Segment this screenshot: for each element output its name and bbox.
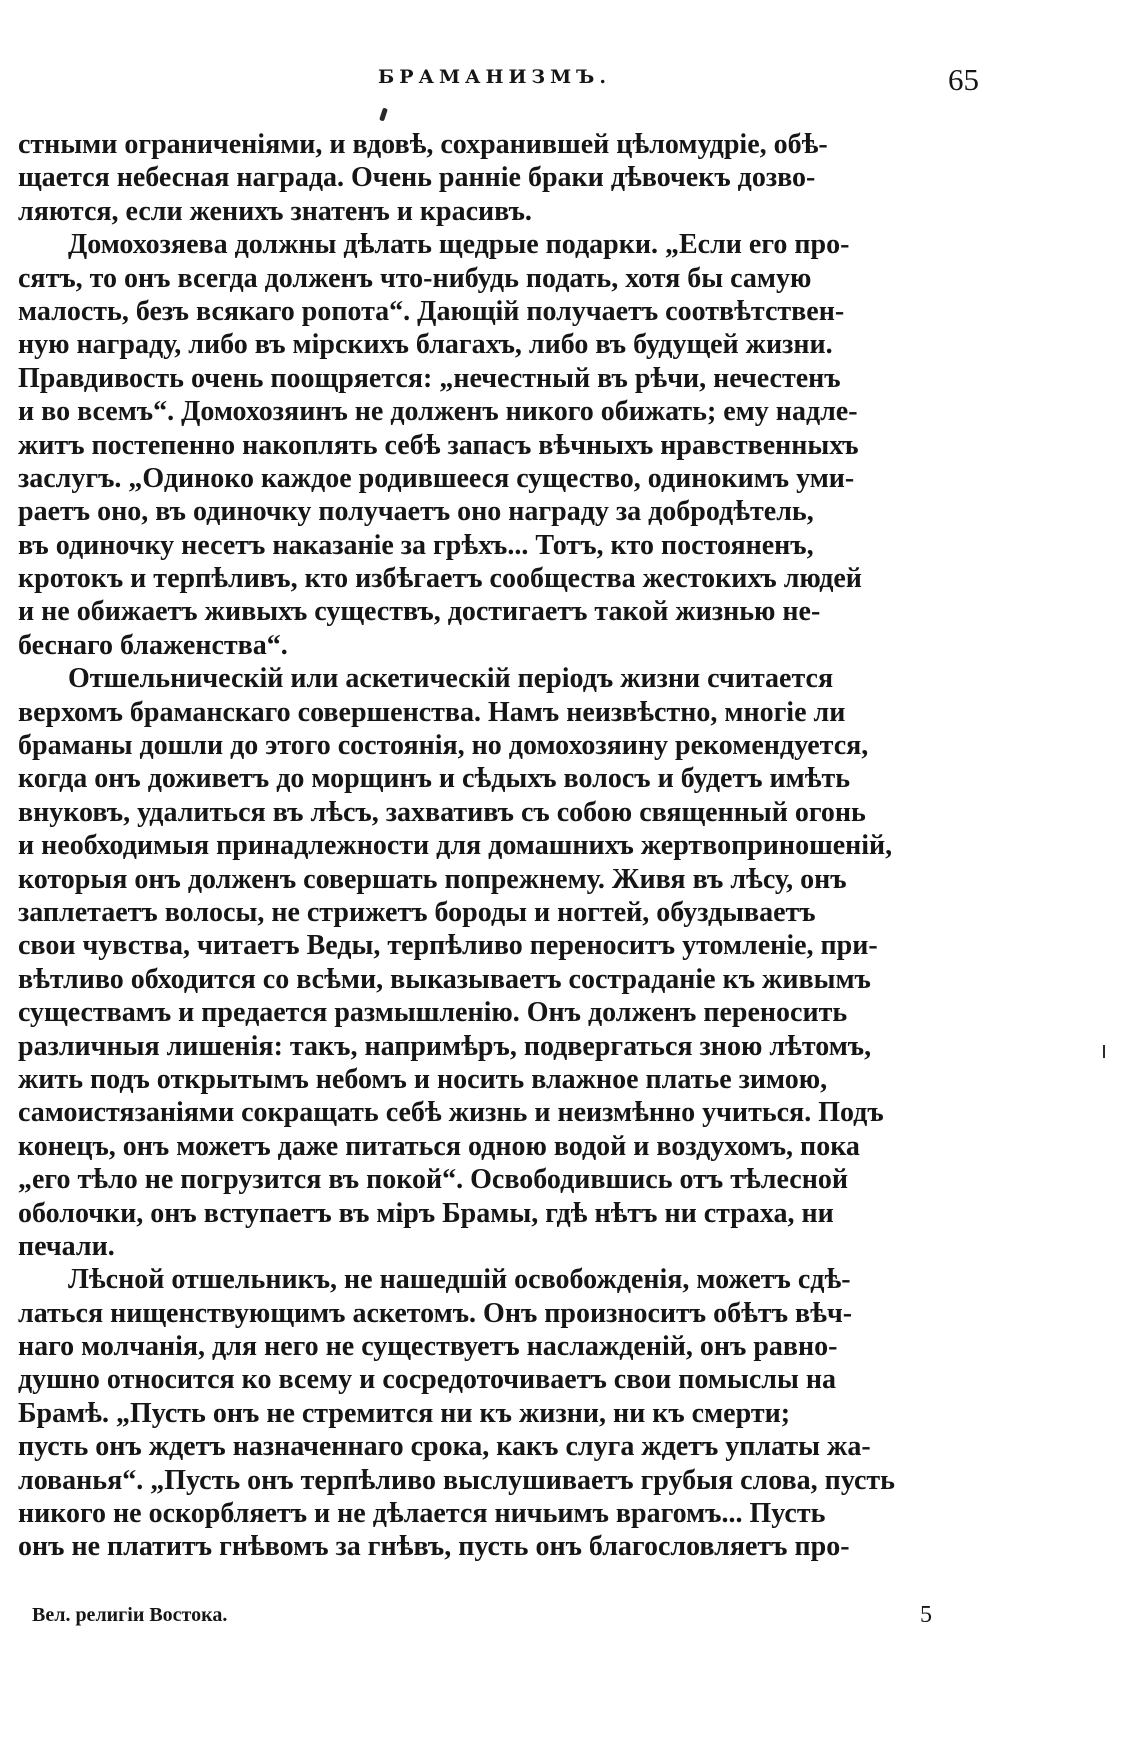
- text-line: и не обижаетъ живыхъ существъ, достигаетъ такой жизнью не-: [18, 596, 821, 628]
- signature-mark-label: Вел. религіи Востока.: [32, 1604, 228, 1626]
- text-line: внуковъ, удалиться въ лѣсъ, захвативъ съ собою священный огонь: [18, 796, 866, 828]
- text-line: браманы дошли до этого состоянія, но домохозяину рекомендуется,: [18, 730, 869, 762]
- text-line: душно относится ко всему и сосредоточиваетъ свои помыслы на: [18, 1364, 836, 1396]
- running-title: БРАМАНИЗМЪ.: [378, 66, 611, 88]
- page-number: 65: [948, 62, 979, 97]
- text-line: и во всемъ“. Домохозяинъ не долженъ никого обижать; ему надле-: [18, 396, 858, 428]
- signature-number: 5: [920, 1602, 932, 1628]
- text-line: которыя онъ долженъ совершать попрежнему. Живя въ лѣсу, онъ: [18, 863, 847, 895]
- text-line: сятъ, то онъ всегда долженъ что-нибудь подать, хотя бы самую: [18, 262, 812, 294]
- text-line: заплетаетъ волосы, не стрижетъ бороды и ногтей, обуздываетъ: [18, 896, 816, 928]
- text-line: Домохозяева должны дѣлать щедрые подарки. „Если его про-: [68, 229, 850, 261]
- text-line: Правдивость очень поощряется: „нечестный въ рѣчи, нечестенъ: [18, 362, 841, 394]
- text-line: оболочки, онъ вступаетъ въ міръ Брамы, гдѣ нѣтъ ни страха, ни: [18, 1197, 834, 1229]
- ink-speck: [1103, 1045, 1105, 1058]
- text-line: конецъ, онъ можетъ даже питаться одною водой и воздухомъ, пока: [18, 1130, 860, 1162]
- text-line: никого не оскорбляетъ и не дѣлается ничьимъ врагомъ... Пусть: [18, 1498, 826, 1530]
- text-line: „его тѣло не погрузится въ покой“. Освободившись отъ тѣлесной: [18, 1164, 848, 1196]
- text-line: кротокъ и терпѣливъ, кто избѣгаетъ сообщества жестокихъ людей: [18, 563, 862, 595]
- text-line: наго молчанія, для него не существуетъ наслажденій, онъ равно-: [18, 1331, 838, 1363]
- text-line: жить подъ открытымъ небомъ и носить влажное платье зимою,: [18, 1063, 828, 1095]
- text-line: заслугъ. „Одиноко каждое родившееся существо, одинокимъ уми-: [18, 462, 855, 494]
- text-line: печали.: [18, 1230, 115, 1262]
- text-line: малость, безъ всякаго ропота“. Дающій получаетъ соотвѣтствен-: [18, 295, 845, 327]
- text-line: житъ постепенно накоплять себѣ запасъ вѣчныхъ нравственныхъ: [18, 429, 859, 461]
- text-line: стными ограниченіями, и вдовѣ, сохранившей цѣломудріе, обѣ-: [18, 129, 828, 160]
- text-line: ную награду, либо въ мірскихъ благахъ, либо въ будущей жизни.: [18, 329, 833, 361]
- text-line: различныя лишенія: такъ, напримѣръ, подвергаться зною лѣтомъ,: [18, 1030, 872, 1062]
- text-line: вѣтливо обходится со всѣми, выказываетъ состраданіе къ живымъ: [18, 963, 871, 995]
- text-line: Лѣсной отшельникъ, не нашедшій освобожденія, можетъ сдѣ-: [68, 1264, 851, 1296]
- text-line: Отшельническій или аскетическій періодъ жизни считается: [68, 663, 834, 695]
- text-line: свои чувства, читаетъ Веды, терпѣливо переноситъ утомленіе, при-: [18, 930, 878, 962]
- page-footer: [0, 1604, 1140, 1636]
- text-line: верхомъ браманскаго совершенства. Намъ неизвѣстно, многіе ли: [18, 696, 846, 728]
- text-line: Брамѣ. „Пусть онъ не стремится ни къ жизни, ни къ смерти;: [18, 1397, 791, 1429]
- text-line: щается небесная награда. Очень ранніе браки дѣвочекъ дозво-: [18, 162, 816, 194]
- text-line: и необходимыя принадлежности для домашнихъ жертвоприношеній,: [18, 830, 893, 862]
- text-line: латься нищенствующимъ аскетомъ. Онъ произноситъ обѣтъ вѣч-: [18, 1297, 853, 1329]
- text-line: когда онъ доживетъ до морщинъ и сѣдыхъ волосъ и будетъ имѣть: [18, 763, 851, 795]
- page-header: [0, 62, 1140, 102]
- text-line: ляются, если женихъ знатенъ и красивъ.: [18, 195, 532, 227]
- text-line: самоистязаніями сокращать себѣ жизнь и неизмѣнно учиться. Подъ: [18, 1097, 884, 1129]
- text-line: беснаго блаженства“.: [18, 629, 288, 661]
- text-line: въ одиночку несетъ наказаніе за грѣхъ... Тотъ, кто постояненъ,: [18, 529, 814, 561]
- text-line: онъ не платитъ гнѣвомъ за гнѣвъ, пусть онъ благословляетъ про-: [18, 1531, 850, 1563]
- text-line: существамъ и предается размышленію. Онъ долженъ переносить: [18, 997, 848, 1029]
- text-line: пусть онъ ждетъ назначеннаго срока, какъ слуга ждетъ уплаты жа-: [18, 1431, 871, 1463]
- ink-speck: [379, 108, 388, 122]
- text-line: лованья“. „Пусть онъ терпѣливо выслушиваетъ грубыя слова, пусть: [18, 1464, 895, 1496]
- body-text: [18, 128, 980, 1564]
- text-line: раетъ оно, въ одиночку получаетъ оно награду за добродѣтель,: [18, 496, 814, 528]
